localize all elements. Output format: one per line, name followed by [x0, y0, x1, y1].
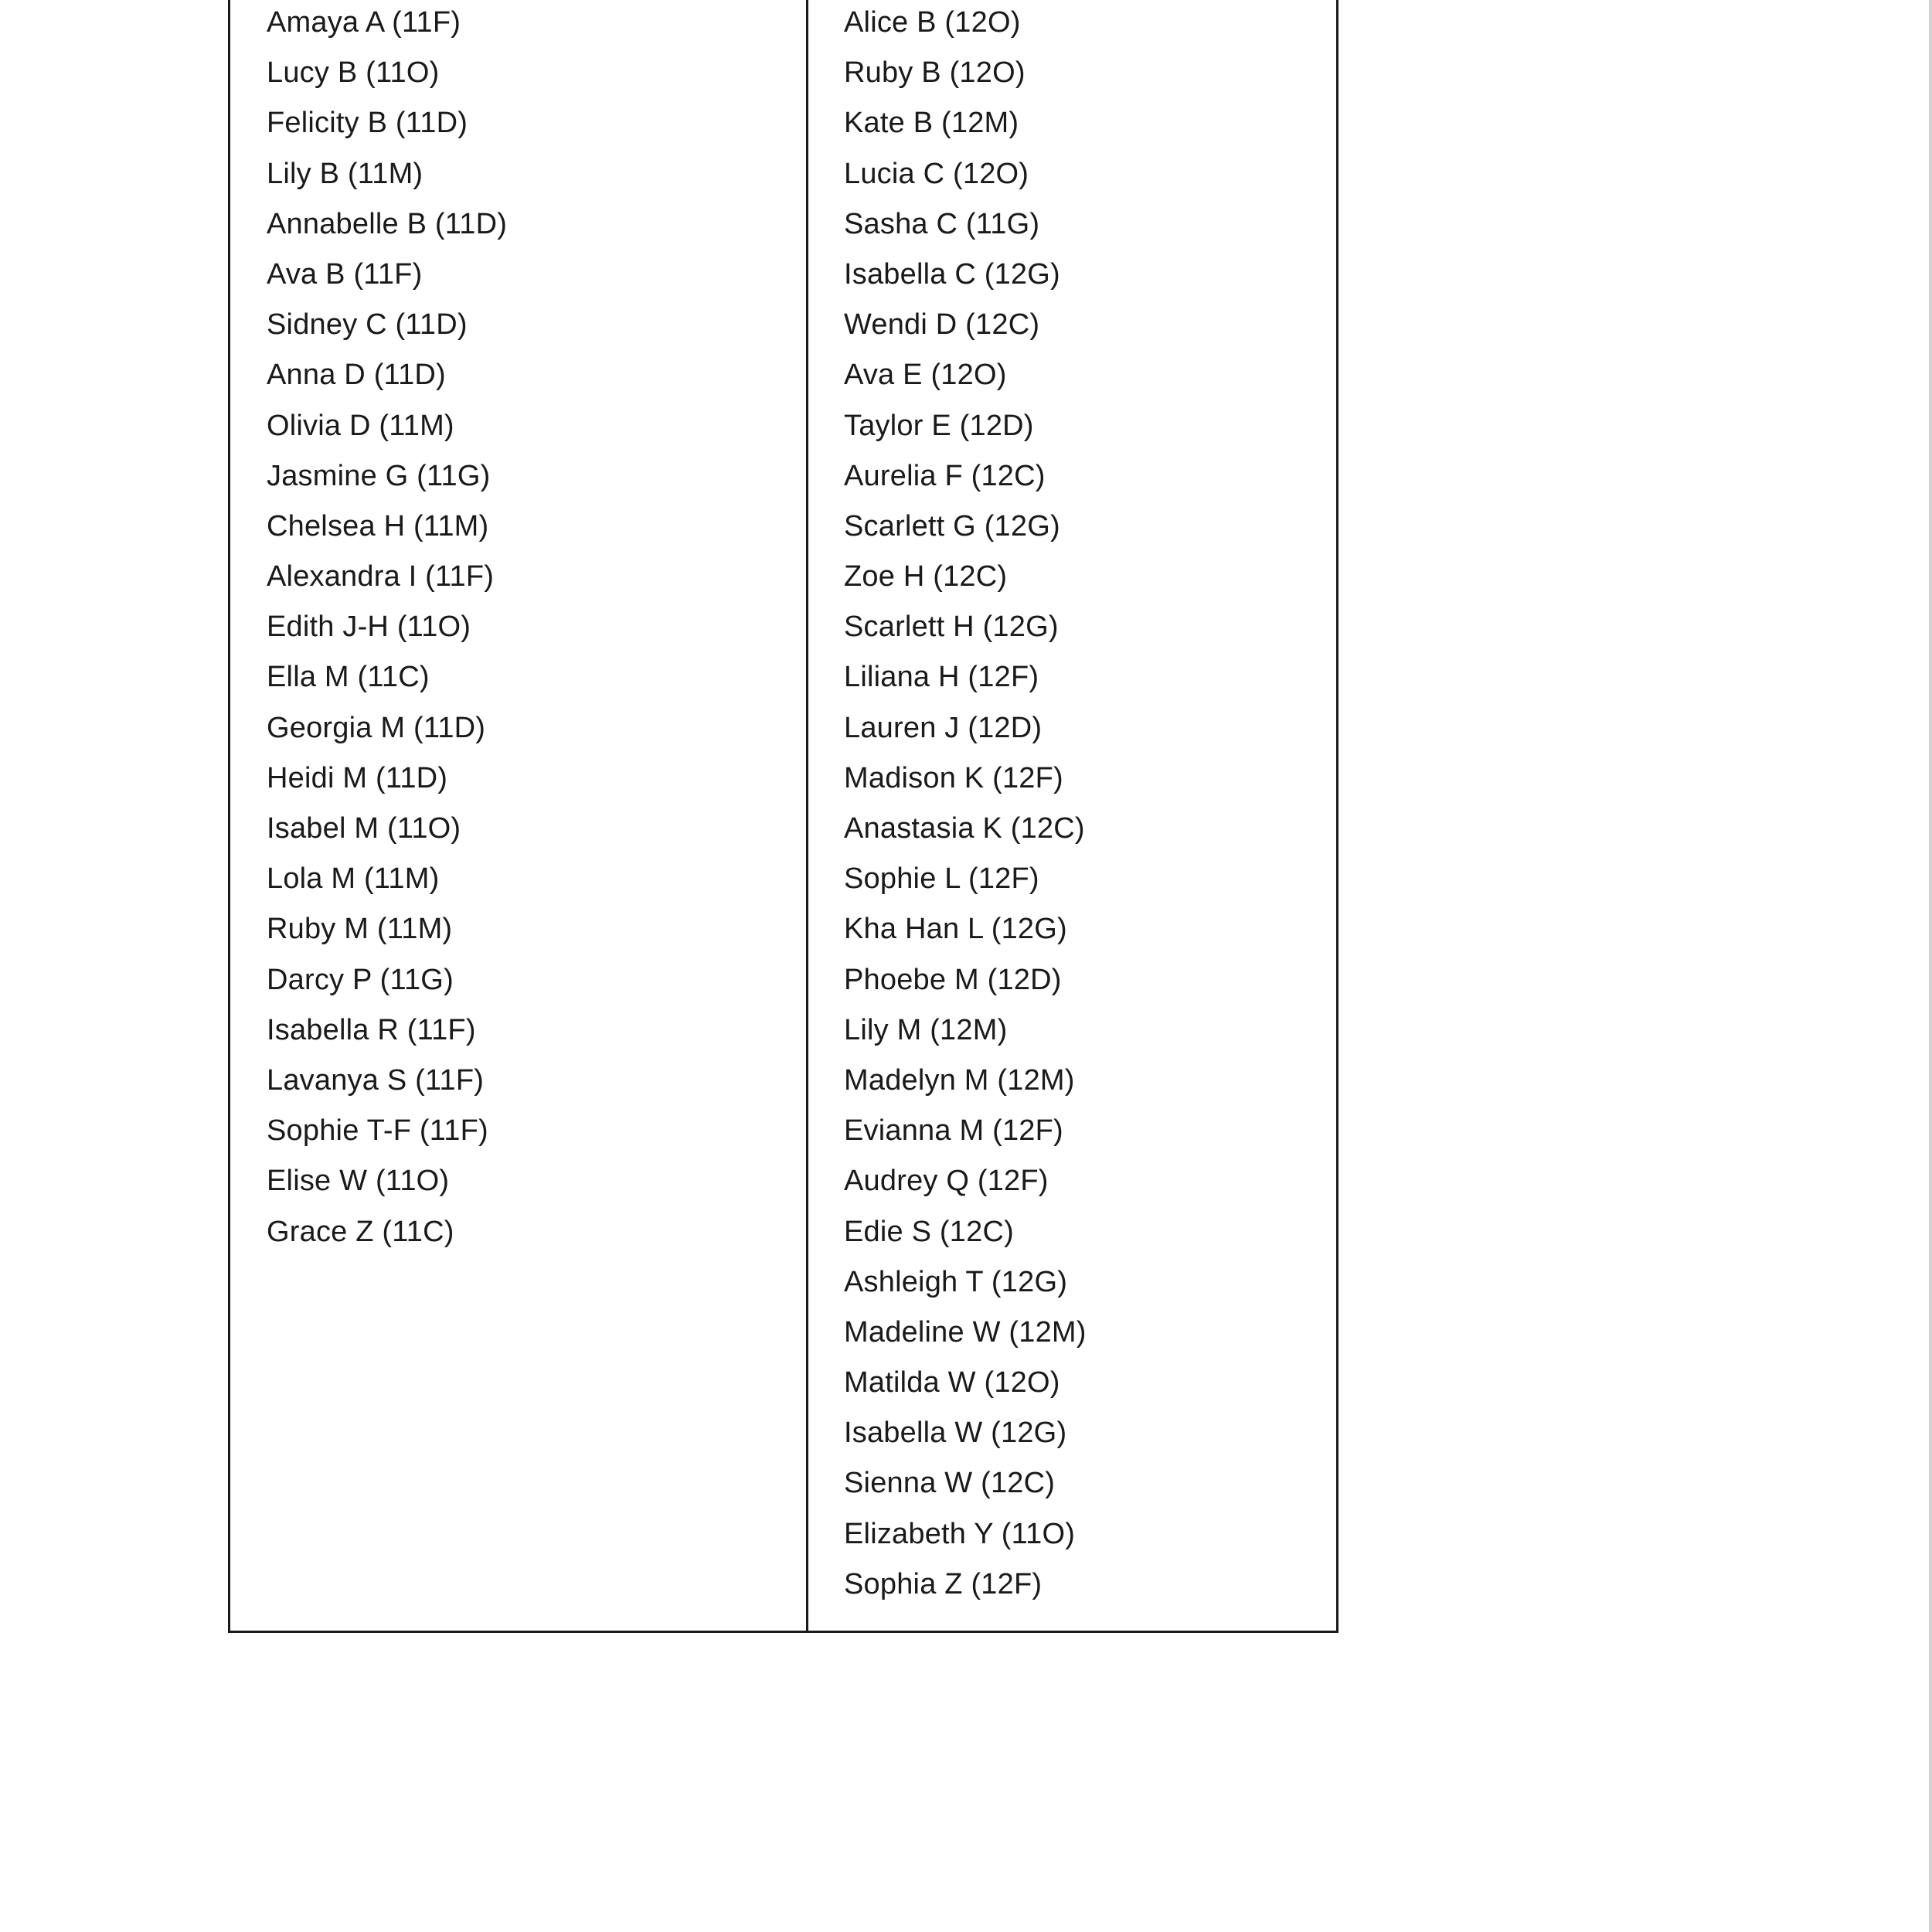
list-item: Phoebe M (12D): [844, 963, 1062, 996]
list-item: Ella M (11C): [267, 661, 430, 694]
list-item: Annabelle B (11D): [267, 207, 508, 240]
list-item: Anna D (11D): [267, 359, 446, 392]
page-edge: [1929, 0, 1932, 1932]
list-item: Sienna W (12C): [844, 1467, 1056, 1500]
list-item: Lucy B (11O): [267, 56, 440, 90]
list-item: Sasha C (11G): [844, 207, 1040, 240]
column-divider: [806, 0, 808, 1633]
list-item: Isabel M (11O): [267, 812, 461, 845]
list-item: Madison K (12F): [844, 761, 1063, 794]
list-item: Alice B (12O): [844, 6, 1021, 39]
list-item: Amaya A (11F): [267, 6, 461, 39]
list-item: Lauren J (12D): [844, 711, 1043, 744]
list-item: Alexandra I (11F): [267, 560, 495, 594]
list-item: Ashleigh T (12G): [844, 1265, 1068, 1298]
list-item: Scarlett H (12G): [844, 611, 1059, 644]
list-item: Ruby B (12O): [844, 56, 1026, 90]
list-item: Lily M (12M): [844, 1013, 1008, 1046]
list-item: Evianna M (12F): [844, 1114, 1063, 1148]
list-item: Elise W (11O): [267, 1165, 450, 1198]
list-item: Sophia Z (12F): [844, 1567, 1043, 1600]
list-item: Edie S (12C): [844, 1215, 1014, 1248]
list-item: Kha Han L (12G): [844, 913, 1067, 946]
list-item: Sophie T-F (11F): [267, 1114, 488, 1148]
list-item: Madeline W (12M): [844, 1315, 1087, 1349]
left-column-list: [267, 0, 507, 1260]
list-item: Sidney C (11D): [267, 308, 468, 342]
list-item: Ava E (12O): [844, 359, 1007, 392]
list-item: Jasmine G (11G): [267, 459, 491, 492]
list-item: Isabella C (12G): [844, 257, 1060, 291]
list-item: Scarlett G (12G): [844, 509, 1060, 543]
list-item: Liliana H (12F): [844, 661, 1039, 694]
list-item: Lola M (11M): [267, 862, 440, 896]
list-item: Elizabeth Y (11O): [844, 1517, 1076, 1550]
list-item: Olivia D (11M): [267, 409, 454, 442]
right-column-list: [844, 0, 1087, 1612]
list-item: Grace Z (11C): [267, 1215, 454, 1248]
list-item: Matilda W (12O): [844, 1366, 1060, 1400]
list-item: Aurelia F (12C): [844, 459, 1046, 492]
list-item: Taylor E (12D): [844, 409, 1034, 442]
list-item: Kate B (12M): [844, 107, 1019, 140]
list-item: Madelyn M (12M): [844, 1063, 1075, 1097]
list-item: Zoe H (12C): [844, 560, 1008, 594]
list-item: Sophie L (12F): [844, 862, 1039, 896]
list-item: Lily B (11M): [267, 157, 423, 190]
list-item: Lucia C (12O): [844, 157, 1029, 190]
list-item: Chelsea H (11M): [267, 509, 489, 543]
list-item: Georgia M (11D): [267, 711, 486, 744]
list-item: Ruby M (11M): [267, 913, 453, 946]
list-item: Felicity B (11D): [267, 107, 468, 140]
list-item: Audrey Q (12F): [844, 1165, 1049, 1198]
list-item: Heidi M (11D): [267, 761, 448, 794]
list-item: Darcy P (11G): [267, 963, 454, 996]
list-item: Isabella W (12G): [844, 1417, 1067, 1450]
list-item: Lavanya S (11F): [267, 1063, 485, 1097]
list-item: Anastasia K (12C): [844, 812, 1085, 845]
list-item: Edith J-H (11O): [267, 611, 471, 644]
list-item: Ava B (11F): [267, 257, 423, 291]
list-item: Isabella R (11F): [267, 1013, 476, 1046]
list-item: Wendi D (12C): [844, 308, 1040, 342]
